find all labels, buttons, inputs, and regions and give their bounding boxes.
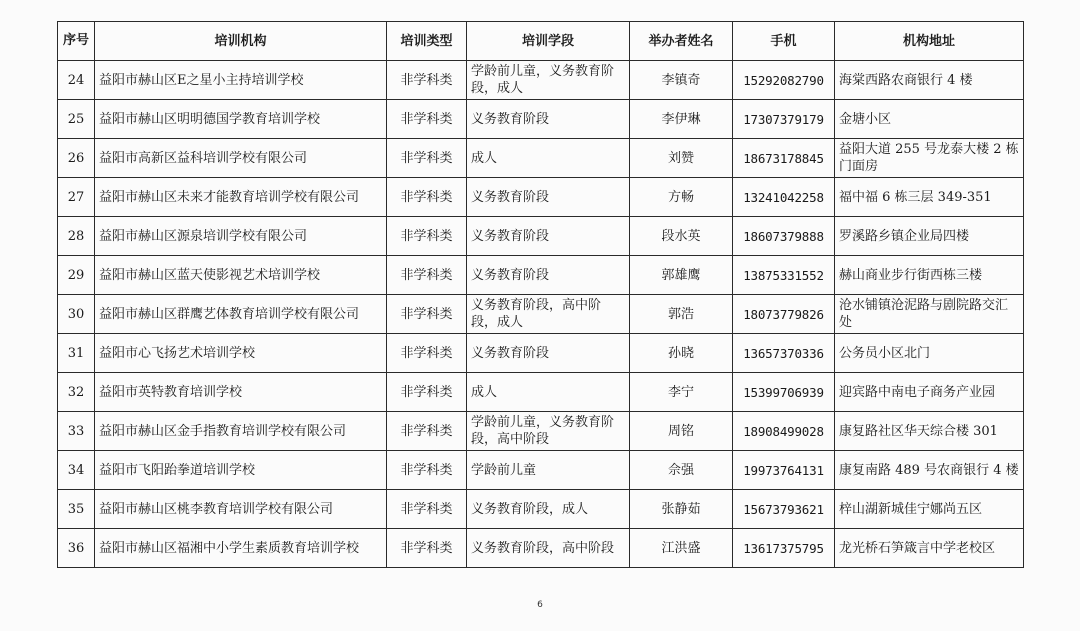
cell-type: 非学科类	[387, 178, 467, 217]
cell-stage: 成人	[467, 373, 630, 412]
cell-type: 非学科类	[387, 412, 467, 451]
header-institution: 培训机构	[95, 22, 387, 61]
cell-address: 公务员小区北门	[835, 334, 1024, 373]
cell-seq: 24	[58, 61, 95, 100]
cell-seq: 31	[58, 334, 95, 373]
table-row	[58, 451, 1024, 490]
table-row	[58, 139, 1024, 178]
cell-address: 海棠西路农商银行 4 楼	[835, 61, 1024, 100]
cell-institution: 益阳市赫山区桃李教育培训学校有限公司	[95, 490, 387, 529]
cell-address: 益阳大道 255 号龙泰大楼 2 栋门面房	[835, 139, 1024, 178]
cell-organizer: 郭浩	[630, 295, 733, 334]
cell-phone: 18607379888	[733, 217, 835, 256]
cell-address: 梓山湖新城佳宁娜尚五区	[835, 490, 1024, 529]
cell-stage: 义务教育阶段	[467, 256, 630, 295]
cell-organizer: 佘强	[630, 451, 733, 490]
table-row	[58, 295, 1024, 334]
cell-address: 罗溪路乡镇企业局四楼	[835, 217, 1024, 256]
cell-seq: 33	[58, 412, 95, 451]
header-phone: 手机	[733, 22, 835, 61]
table-row	[58, 334, 1024, 373]
cell-organizer: 李伊琳	[630, 100, 733, 139]
cell-seq: 28	[58, 217, 95, 256]
cell-type: 非学科类	[387, 373, 467, 412]
header-address: 机构地址	[835, 22, 1024, 61]
training-institution-table	[57, 21, 1024, 568]
cell-phone: 15399706939	[733, 373, 835, 412]
cell-stage: 义务教育阶段	[467, 334, 630, 373]
cell-institution: 益阳市赫山区群鹰艺体教育培训学校有限公司	[95, 295, 387, 334]
cell-institution: 益阳市赫山区明明德国学教育培训学校	[95, 100, 387, 139]
cell-stage: 学龄前儿童	[467, 451, 630, 490]
cell-address: 迎宾路中南电子商务产业园	[835, 373, 1024, 412]
cell-organizer: 江洪盛	[630, 529, 733, 568]
cell-stage: 义务教育阶段	[467, 178, 630, 217]
cell-seq: 27	[58, 178, 95, 217]
cell-institution: 益阳市高新区益科培训学校有限公司	[95, 139, 387, 178]
cell-seq: 25	[58, 100, 95, 139]
cell-stage: 义务教育阶段	[467, 217, 630, 256]
cell-address: 金塘小区	[835, 100, 1024, 139]
cell-organizer: 孙晓	[630, 334, 733, 373]
cell-seq: 34	[58, 451, 95, 490]
cell-phone: 15673793621	[733, 490, 835, 529]
table-row	[58, 412, 1024, 451]
cell-type: 非学科类	[387, 217, 467, 256]
cell-phone: 17307379179	[733, 100, 835, 139]
cell-seq: 26	[58, 139, 95, 178]
header-stage: 培训学段	[467, 22, 630, 61]
cell-institution: 益阳市赫山区福湘中小学生素质教育培训学校	[95, 529, 387, 568]
table-header-row	[58, 22, 1024, 61]
table-row	[58, 100, 1024, 139]
cell-organizer: 段水英	[630, 217, 733, 256]
table-row	[58, 490, 1024, 529]
cell-phone: 18908499028	[733, 412, 835, 451]
cell-type: 非学科类	[387, 490, 467, 529]
cell-type: 非学科类	[387, 139, 467, 178]
table-row	[58, 178, 1024, 217]
cell-phone: 13617375795	[733, 529, 835, 568]
cell-institution: 益阳市赫山区源泉培训学校有限公司	[95, 217, 387, 256]
table-row	[58, 529, 1024, 568]
table-body	[58, 61, 1024, 568]
table-row	[58, 217, 1024, 256]
cell-institution: 益阳市赫山区金手指教育培训学校有限公司	[95, 412, 387, 451]
cell-stage: 成人	[467, 139, 630, 178]
header-organizer: 举办者姓名	[630, 22, 733, 61]
cell-seq: 32	[58, 373, 95, 412]
page-number: 6	[537, 600, 543, 610]
cell-institution: 益阳市英特教育培训学校	[95, 373, 387, 412]
cell-institution: 益阳市赫山区E之星小主持培训学校	[95, 61, 387, 100]
cell-stage: 学龄前儿童，义务教育阶段，高中阶段	[467, 412, 630, 451]
cell-stage: 义务教育阶段，高中阶段	[467, 529, 630, 568]
cell-phone: 18073779826	[733, 295, 835, 334]
cell-phone: 15292082790	[733, 61, 835, 100]
table-row	[58, 373, 1024, 412]
cell-institution: 益阳市心飞扬艺术培训学校	[95, 334, 387, 373]
cell-institution: 益阳市赫山区蓝天使影视艺术培训学校	[95, 256, 387, 295]
table-row	[58, 256, 1024, 295]
cell-organizer: 张静茹	[630, 490, 733, 529]
cell-organizer: 李宁	[630, 373, 733, 412]
cell-phone: 19973764131	[733, 451, 835, 490]
cell-phone: 13657370336	[733, 334, 835, 373]
cell-address: 福中福 6 栋三层 349-351	[835, 178, 1024, 217]
cell-institution: 益阳市赫山区未来才能教育培训学校有限公司	[95, 178, 387, 217]
cell-organizer: 郭雄鹰	[630, 256, 733, 295]
cell-address: 赫山商业步行街西栋三楼	[835, 256, 1024, 295]
cell-seq: 30	[58, 295, 95, 334]
cell-phone: 13875331552	[733, 256, 835, 295]
cell-phone: 13241042258	[733, 178, 835, 217]
cell-type: 非学科类	[387, 61, 467, 100]
header-seq: 序号	[58, 22, 95, 61]
cell-type: 非学科类	[387, 334, 467, 373]
header-type: 培训类型	[387, 22, 467, 61]
cell-address: 沧水铺镇沧泥路与剧院路交汇处	[835, 295, 1024, 334]
cell-type: 非学科类	[387, 100, 467, 139]
cell-organizer: 李镇奇	[630, 61, 733, 100]
cell-seq: 36	[58, 529, 95, 568]
cell-seq: 29	[58, 256, 95, 295]
cell-type: 非学科类	[387, 295, 467, 334]
cell-stage: 义务教育阶段，成人	[467, 490, 630, 529]
cell-organizer: 方畅	[630, 178, 733, 217]
cell-address: 康复南路 489 号农商银行 4 楼	[835, 451, 1024, 490]
cell-stage: 义务教育阶段，高中阶段，成人	[467, 295, 630, 334]
cell-type: 非学科类	[387, 529, 467, 568]
cell-type: 非学科类	[387, 451, 467, 490]
cell-type: 非学科类	[387, 256, 467, 295]
table-row	[58, 61, 1024, 100]
cell-stage: 学龄前儿童，义务教育阶段，成人	[467, 61, 630, 100]
cell-seq: 35	[58, 490, 95, 529]
cell-institution: 益阳市飞阳跆拳道培训学校	[95, 451, 387, 490]
cell-phone: 18673178845	[733, 139, 835, 178]
cell-organizer: 周铭	[630, 412, 733, 451]
cell-organizer: 刘赞	[630, 139, 733, 178]
cell-stage: 义务教育阶段	[467, 100, 630, 139]
cell-address: 康复路社区华天综合楼 301	[835, 412, 1024, 451]
cell-address: 龙光桥石笋箴言中学老校区	[835, 529, 1024, 568]
